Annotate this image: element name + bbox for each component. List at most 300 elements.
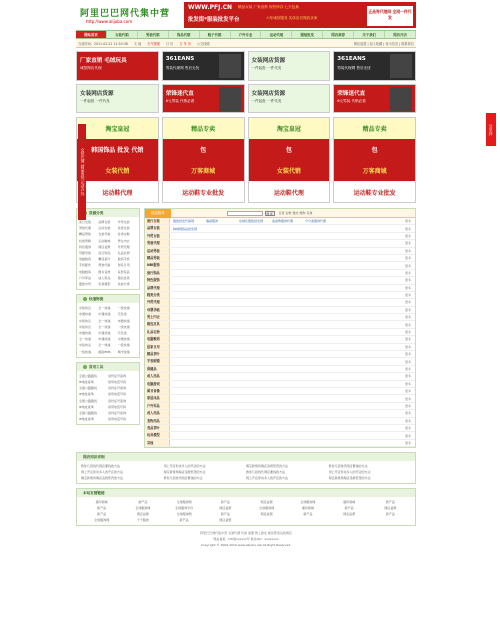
category-name[interactable]: 运动男装 — [145, 248, 170, 254]
ad-sub: 一件起批 一件代发 — [251, 66, 282, 70]
ad-sub: 6元男装 代销必看 — [337, 98, 366, 103]
ad-row: 万客商城 — [334, 160, 415, 181]
tools-list — [77, 371, 139, 425]
knowledge-link[interactable]: 教你几招找代网店要钱的方法 — [163, 476, 203, 481]
ad-row: 包 — [334, 139, 415, 160]
category-row — [145, 403, 415, 410]
list-item[interactable]: 电脑数码 — [79, 269, 92, 274]
ad-block[interactable] — [248, 84, 331, 114]
friend-link[interactable]: 网店货源 — [219, 506, 232, 511]
list-item[interactable]: 身份证号查询 — [108, 386, 127, 391]
list-item[interactable]: 邮政EMS — [98, 349, 111, 354]
logistics-list — [77, 303, 139, 357]
list-item[interactable]: 一统快递 — [117, 324, 130, 329]
list-item[interactable]: 中铁快运 — [79, 306, 92, 311]
category-row — [145, 395, 415, 402]
ad-sub: 6元男装 代销必看 — [165, 98, 195, 103]
category-name[interactable]: 外贸女装 — [145, 233, 170, 239]
nav-item[interactable]: 网店开店 — [385, 31, 416, 38]
category-name[interactable]: 电脑游戏 — [145, 381, 170, 387]
list-item[interactable]: 中铁快运 — [79, 343, 92, 348]
more-link[interactable]: 更多 — [405, 248, 412, 253]
ad-block[interactable] — [333, 84, 416, 114]
ad-block[interactable] — [76, 84, 159, 114]
category-name[interactable]: 精品茶叶 — [145, 351, 170, 357]
more-link[interactable]: 更多 — [405, 270, 412, 275]
category-row — [145, 351, 415, 358]
category-name[interactable]: 外贸代理 — [145, 299, 170, 305]
ad-row: 精品专卖 — [334, 118, 415, 139]
box-title: 网店知识详细 — [77, 453, 415, 461]
category-row — [145, 277, 415, 284]
knowledge-link[interactable]: 网上开店你该多人的开店的方法 — [246, 476, 289, 481]
friend-link[interactable]: 新产品 — [385, 500, 395, 505]
friend-links-list — [77, 497, 415, 525]
category-row — [145, 292, 415, 299]
box-title — [77, 209, 139, 217]
header-banner-ad[interactable] — [184, 2, 416, 28]
header — [76, 0, 416, 30]
shop-link[interactable]: 美丽购服饰代理 — [272, 219, 294, 224]
friend-link[interactable]: 新产品 — [179, 518, 189, 523]
list-item[interactable]: 申通快递 — [98, 337, 111, 342]
box-title: 本站友情链接 — [77, 489, 415, 497]
ad-column[interactable] — [162, 117, 245, 203]
more-link[interactable]: 更多 — [405, 367, 412, 371]
list-item[interactable]: 网店货源 — [98, 244, 111, 249]
more-link[interactable]: 更多 — [405, 233, 412, 238]
list-item[interactable]: 中通快递 — [98, 312, 111, 317]
list-item[interactable]: 户外军品 — [79, 275, 92, 280]
friend-link[interactable]: 网店货源 — [219, 518, 232, 523]
ad-column[interactable] — [333, 117, 416, 203]
sidebar — [76, 208, 140, 448]
more-link[interactable]: 更多 — [405, 256, 412, 261]
list-item[interactable]: 男装代销 — [98, 263, 111, 268]
friend-link[interactable]: 网店货源 — [260, 512, 273, 517]
more-link[interactable]: 更多 — [405, 307, 412, 312]
list-item[interactable]: 宅急送 — [117, 331, 127, 336]
nav-item[interactable]: 运动代理 — [261, 31, 292, 38]
friend-link[interactable]: 全球服饰网 — [135, 506, 151, 511]
ad-title: 女装网店货源 — [251, 58, 286, 64]
list-item[interactable]: 顺丰快递 — [117, 349, 130, 354]
list-item[interactable]: 全一快递 — [98, 324, 111, 329]
list-item[interactable]: IP地址查询 — [79, 404, 94, 409]
friend-link[interactable]: 全球服饰网 — [259, 506, 275, 511]
ad-block[interactable] — [248, 51, 331, 81]
page-wrap — [76, 0, 416, 548]
ad-column[interactable] — [76, 117, 159, 203]
ad-title: 女装网店货源 — [251, 90, 286, 97]
knowledge-link[interactable]: 教你几招找代网店要钱的方法 — [328, 464, 368, 469]
shop-link[interactable]: 瑞丽服饰 — [206, 219, 219, 224]
category-name[interactable]: 箱包皮具 — [145, 321, 170, 327]
more-link[interactable]: 更多 — [405, 440, 412, 445]
list-item[interactable]: 箱包皮具 — [117, 275, 130, 280]
more-link[interactable]: 更多 — [405, 352, 412, 357]
list-item[interactable]: 全一快递 — [98, 343, 111, 348]
friend-link[interactable]: 网店货源 — [260, 500, 273, 505]
category-row — [145, 336, 415, 343]
friend-link[interactable]: 网店货源 — [136, 512, 149, 517]
nav-item[interactable]: 户外专业 — [231, 31, 262, 38]
ad-row: 运动鞋专业批发 — [163, 181, 244, 202]
friend-link[interactable]: 网店货源 — [343, 512, 356, 517]
category-name[interactable]: 母婴孕装 — [145, 307, 170, 313]
nav-item-home[interactable]: 网站首页 — [76, 31, 107, 38]
sub-nav — [76, 39, 416, 48]
list-item[interactable]: 精品茶叶 — [98, 257, 111, 262]
friend-link[interactable]: 新产品 — [220, 512, 230, 517]
shop-link[interactable]: 分分美服饰代理 — [305, 219, 327, 224]
more-link[interactable]: 更多 — [405, 418, 412, 423]
category-row — [145, 418, 415, 425]
more-link[interactable]: 更多 — [405, 403, 412, 408]
ad-right: 正品券代理网 全网一件代发 — [367, 6, 413, 26]
list-item[interactable]: 全一快递 — [79, 337, 92, 342]
category-row — [145, 285, 415, 292]
category-name[interactable]: 手表眼镜 — [145, 358, 170, 364]
box-title-text: 常用工具 — [89, 364, 104, 369]
search-button[interactable]: 搜 索 — [266, 211, 273, 216]
category-name[interactable]: 流行女装 — [145, 218, 170, 224]
list-item[interactable]: 电脑数码 — [79, 257, 92, 262]
friend-links-box — [76, 488, 416, 526]
ad-row: 万客商城 — [163, 160, 244, 181]
list-item[interactable]: 中铁快运 — [79, 318, 92, 323]
subnav-item[interactable]: 日 历 — [165, 41, 174, 46]
category-name[interactable]: 图书音像 — [145, 388, 170, 394]
category-name[interactable]: 其他 — [145, 440, 170, 446]
more-link[interactable]: 更多 — [405, 359, 412, 364]
list-item[interactable]: 运动女装 — [98, 226, 111, 231]
category-row — [145, 233, 415, 240]
ad-title: 361EANS — [337, 56, 366, 62]
list-item[interactable]: 全国公路路线 — [79, 398, 98, 403]
subnav-item[interactable]: 万 年 历 — [179, 41, 191, 46]
category-row — [145, 270, 415, 277]
list-item[interactable]: 申通快递 — [79, 312, 92, 317]
category-name[interactable]: 户外军品 — [145, 403, 170, 409]
list-item[interactable]: 申通快递 — [79, 331, 92, 336]
category-row — [145, 344, 415, 351]
list-item[interactable]: 时尚男鞋 — [79, 238, 92, 243]
more-link[interactable]: 更多 — [405, 374, 412, 379]
box-title-text: 快速物流 — [89, 297, 104, 302]
list-item[interactable]: 全一快递 — [98, 318, 111, 323]
more-link[interactable]: 更多 — [405, 315, 412, 320]
knowledge-link[interactable]: 淘宝新规局淘店违规惩罚的方法 — [328, 476, 371, 481]
leaf-icon — [83, 365, 87, 369]
logistics-box — [76, 294, 140, 358]
ad-line2: 批发街*服装批发平台 — [188, 17, 240, 23]
category-name[interactable]: 食品茶叶 — [145, 425, 170, 431]
category-name[interactable]: NBI服饰 — [145, 262, 170, 268]
subnav-item[interactable]: 天 地 — [133, 41, 142, 46]
ad-row: 包 — [249, 139, 330, 160]
category-links — [170, 219, 405, 223]
list-item[interactable]: 全国公路路线 — [79, 411, 98, 416]
list-item[interactable]: 中铁快运 — [79, 324, 92, 329]
ad-row: 精品专卖 — [163, 118, 244, 139]
box-title — [77, 295, 139, 303]
list-item[interactable]: 常用电话号码 — [108, 392, 127, 397]
category-row — [145, 248, 415, 255]
friend-link[interactable]: 全球服饰网 — [176, 512, 192, 517]
search-engine-options[interactable]: 百度 谷歌 雅虎 搜狗 有道 — [278, 211, 313, 215]
more-link[interactable]: 更多 — [405, 219, 412, 224]
ad-row: 韩国饰品 批发 代销 — [77, 139, 158, 160]
ad-title: 厂家直销 毛绒玩具 — [80, 58, 127, 64]
nav-item[interactable]: 关于我们 — [354, 31, 385, 38]
more-link[interactable]: 更多 — [405, 293, 412, 298]
ad-line1-b: 精品女装 厂家直供 现货库存 七天包换 — [238, 5, 299, 9]
left-vertical-ad[interactable]: 女装代理 精品男装 运动户外 — [78, 124, 86, 220]
more-link[interactable]: 更多 — [405, 337, 412, 342]
list-item[interactable]: 服装外贸 — [79, 282, 92, 287]
category-name[interactable]: 礼品礼物 — [145, 329, 170, 335]
list-item[interactable]: 其他分类 — [117, 282, 130, 287]
list-item[interactable]: 常用电话号码 — [108, 417, 127, 422]
list-item[interactable]: 家居床品 — [117, 269, 130, 274]
list-item[interactable]: 礼品礼物 — [117, 251, 130, 256]
category-row — [145, 440, 415, 447]
content-panel — [144, 208, 416, 448]
category-list — [77, 217, 139, 289]
category-row — [145, 410, 415, 417]
knowledge-link[interactable]: 教你几招找代网店要钱的方法 — [246, 470, 286, 475]
list-item[interactable]: 时尚女鞋 — [117, 232, 130, 237]
category-name[interactable]: 玩具模型 — [145, 432, 170, 438]
list-item[interactable]: 常用电话号码 — [108, 380, 127, 385]
list-item[interactable]: 流行饰品 — [98, 251, 111, 256]
friend-link[interactable]: 新产品 — [385, 512, 395, 517]
list-item[interactable]: 申通快递 — [117, 318, 130, 323]
ad-title: 361EANS — [165, 56, 195, 62]
friend-link[interactable]: 新产品 — [97, 506, 107, 511]
list-item[interactable]: 流行女装 — [79, 220, 92, 224]
friend-link[interactable]: 通印商城 — [301, 506, 314, 511]
friend-link[interactable]: 全球服饰平台 — [175, 506, 194, 511]
ad-sub: 诚招网店代理 — [80, 66, 102, 70]
more-link[interactable]: 更多 — [405, 396, 412, 401]
more-link[interactable]: 更多 — [405, 226, 412, 231]
category-name[interactable]: 宠物用品 — [145, 418, 170, 424]
nav-item[interactable]: 鞋子代销 — [200, 31, 231, 38]
list-item[interactable]: 女装代销 — [98, 232, 111, 237]
list-item[interactable]: 品牌女装 — [98, 220, 111, 224]
list-item[interactable]: 母婴孕装 — [79, 251, 92, 256]
ad-row: 淘宝皇冠 — [77, 118, 158, 139]
category-row — [145, 314, 415, 321]
site-logo[interactable]: 阿里巴巴网代集中营 — [80, 9, 171, 19]
ad-row: 运动鞋代理 — [77, 181, 158, 202]
shop-link[interactable]: 服装批发代销网 — [173, 219, 195, 224]
more-link[interactable]: 更多 — [405, 300, 412, 305]
more-link[interactable]: 更多 — [405, 344, 412, 349]
ad-block[interactable] — [76, 51, 159, 81]
category-row — [145, 381, 415, 388]
friend-link[interactable]: 新产品 — [97, 512, 107, 517]
list-item[interactable]: 性感女装 — [117, 226, 130, 231]
friend-link[interactable]: 通印商城 — [343, 500, 356, 505]
ad-row: 运动鞋代理 — [249, 181, 330, 202]
footer — [76, 530, 416, 548]
category-name[interactable]: 保健品 — [145, 366, 170, 372]
ad-block[interactable] — [333, 51, 416, 81]
more-link[interactable]: 更多 — [405, 322, 412, 327]
category-name[interactable]: 成人用品 — [145, 373, 170, 379]
more-link[interactable]: 更多 — [405, 433, 412, 438]
friend-link[interactable]: 全球服饰网 — [94, 518, 110, 523]
list-item[interactable]: 宅急送 — [117, 312, 127, 317]
category-name[interactable]: 电脑数码 — [145, 336, 170, 342]
friend-link[interactable]: 通印商城 — [95, 500, 108, 505]
friend-link[interactable]: 千千服饰 — [136, 518, 149, 523]
category-name[interactable]: 鞋类分类 — [145, 292, 170, 298]
knowledge-link[interactable]: 网上开店你该多人的开店的方法 — [81, 470, 124, 475]
ad-photo — [219, 54, 241, 78]
float-share-button[interactable]: 分享到 — [486, 113, 496, 146]
leaf-icon — [83, 297, 87, 301]
category-row — [145, 299, 415, 306]
knowledge-link[interactable]: 网上开店你该多人的开店的方法 — [328, 470, 371, 475]
list-item[interactable]: 一统快递 — [79, 349, 92, 354]
list-item[interactable]: 常用电话号码 — [108, 404, 127, 409]
list-item[interactable]: 一统快递 — [117, 306, 130, 311]
list-item[interactable]: 图书音像 — [98, 269, 111, 274]
current-time: 当前时间：2011-02-21 11:53:38 — [78, 41, 128, 46]
footer-line: 阿里巴巴网代集中营 女装代理 代销 加盟 网上批发 就是您身边的网店 — [200, 531, 292, 536]
list-item[interactable]: 全国公路路线 — [79, 386, 98, 391]
shop-link[interactable]: 东城区服装批发网 — [239, 219, 264, 224]
list-item[interactable]: 身份证号查询 — [108, 411, 127, 416]
list-item[interactable]: 身份证号查询 — [108, 373, 127, 378]
more-link[interactable]: 更多 — [405, 241, 412, 246]
knowledge-link[interactable]: 淘宝新规局淘店违规惩罚的方法 — [163, 470, 206, 475]
list-item[interactable]: 特色服饰 — [79, 244, 92, 249]
shop-link[interactable]: 韩城网络品批发网 — [173, 226, 198, 231]
more-link[interactable]: 更多 — [405, 278, 412, 283]
category-row — [145, 366, 415, 373]
nav-item[interactable]: 网店推荐 — [323, 31, 354, 38]
more-link[interactable]: 更多 — [405, 285, 412, 290]
knowledge-link[interactable]: 淘宝新规局淘店违规惩罚的方法 — [81, 476, 124, 481]
category-name[interactable]: 流行饰品 — [145, 270, 170, 276]
category-name[interactable]: 品牌女装 — [145, 225, 170, 231]
category-row — [145, 425, 415, 432]
category-name[interactable]: 男装代理 — [145, 240, 170, 246]
category-name[interactable]: 特色服饰 — [145, 277, 170, 283]
list-item[interactable]: 全一快递 — [98, 306, 111, 311]
category-row — [145, 321, 415, 328]
list-item[interactable]: 手机配件 — [79, 263, 92, 268]
list-item[interactable]: 男女内衣 — [117, 238, 130, 243]
friend-link[interactable]: 全球服饰网 — [300, 500, 316, 505]
category-name[interactable]: 精品男装 — [145, 255, 170, 261]
ad-photo — [219, 87, 241, 111]
list-item[interactable]: 精品男装 — [79, 232, 92, 237]
ad-row: 淘宝皇冠 — [249, 118, 330, 139]
list-item[interactable]: 数码手机 — [117, 257, 130, 262]
list-item[interactable]: IP地址查询 — [79, 392, 94, 397]
subnav-right-links[interactable]: 网店加盟 | 加入收藏 | 设为首页 | 联系我们 — [353, 41, 414, 46]
subnav-item[interactable]: 公交线路 — [196, 41, 210, 46]
more-link[interactable]: 更多 — [405, 330, 412, 335]
search-label: 搜索服务 — [145, 209, 171, 218]
list-item[interactable]: 一统快递 — [117, 343, 130, 348]
friend-link[interactable]: 网店货源 — [384, 506, 397, 511]
more-link[interactable]: 更多 — [405, 389, 412, 394]
more-link[interactable]: 更多 — [405, 411, 412, 416]
list-item[interactable]: 中通快递 — [117, 337, 130, 342]
more-link[interactable]: 更多 — [405, 381, 412, 386]
list-item[interactable]: 全国公路路线 — [79, 373, 98, 378]
list-item[interactable]: 运动鞋城 — [98, 238, 111, 243]
list-item[interactable]: IP地址查询 — [79, 417, 94, 422]
friend-link[interactable]: 全球服饰网 — [176, 500, 192, 505]
list-item[interactable]: 外贸代理 — [117, 244, 130, 249]
list-item[interactable]: 成人用品 — [98, 275, 111, 280]
nav-item[interactable]: 女装代销 — [107, 31, 138, 38]
category-row — [145, 255, 415, 262]
list-item[interactable]: 居家日用 — [117, 263, 130, 268]
knowledge-link[interactable]: 淘宝新规局淘店违规惩罚的方法 — [246, 464, 289, 469]
list-item[interactable]: 外贸女装 — [117, 220, 130, 224]
list-item[interactable]: IP地址查询 — [79, 380, 94, 385]
ad-row: 包 — [163, 139, 244, 160]
nav-item[interactable]: 男装代销 — [138, 31, 169, 38]
category-row — [145, 240, 415, 247]
nav-item[interactable]: 饰品代销 — [169, 31, 200, 38]
category-row — [145, 388, 415, 395]
nav-item[interactable]: 服装批发 — [292, 31, 323, 38]
knowledge-link[interactable]: 教你几招找代网店要钱的方法 — [81, 464, 121, 469]
more-link[interactable]: 更多 — [405, 426, 412, 431]
subnav-item[interactable]: 天气预报 — [147, 41, 160, 46]
ad-photo — [390, 54, 412, 78]
ad-line2-b: 六年诚信服务 实体店仅网店卖家 — [266, 16, 318, 20]
knowledge-link[interactable]: 网上开店你该多人的开店的方法 — [163, 464, 206, 469]
top-ad-grid — [76, 51, 416, 113]
friend-link[interactable]: 新产品 — [344, 506, 354, 511]
list-item[interactable]: 中通快递 — [98, 331, 111, 336]
list-item[interactable]: 男装代理 — [79, 226, 92, 231]
search-bar — [145, 209, 415, 218]
friend-link[interactable]: 新产品 — [220, 500, 230, 505]
ad-column[interactable] — [248, 117, 331, 203]
search-input[interactable] — [227, 211, 263, 216]
category-name[interactable]: 品牌代理 — [145, 285, 170, 291]
ad-block[interactable] — [162, 84, 245, 114]
category-name[interactable]: 成人用品 — [145, 410, 170, 416]
category-rows — [145, 218, 415, 447]
category-row — [145, 358, 415, 365]
list-item[interactable]: 玩具模型 — [98, 282, 111, 287]
friend-link[interactable]: 新产品 — [303, 512, 313, 517]
category-name[interactable]: 居家日用 — [145, 344, 170, 350]
category-name[interactable]: 家居床品 — [145, 395, 170, 401]
more-link[interactable]: 更多 — [405, 263, 412, 268]
friend-link[interactable]: 新产品 — [138, 500, 148, 505]
list-item[interactable]: 身份证号查询 — [108, 398, 127, 403]
category-name[interactable]: 男士内衣 — [145, 314, 170, 320]
ad-block[interactable] — [162, 51, 245, 81]
box-title — [77, 363, 139, 371]
mid-ad-grid — [76, 117, 416, 203]
footer-line: 网站备案：ICP备xxxxxx号 联系QQ：xxxxxxxx — [213, 537, 279, 542]
